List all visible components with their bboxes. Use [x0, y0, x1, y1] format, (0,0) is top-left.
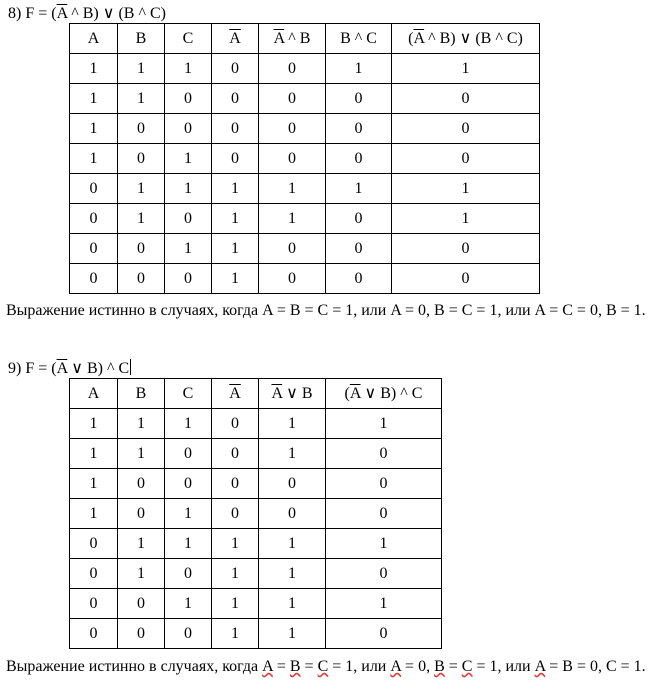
table-row	[70, 174, 540, 204]
table-cell: 0	[326, 84, 392, 114]
conclusion-text: =	[444, 658, 462, 675]
header-text: ^ B) ∨ (B ^ C)	[424, 29, 523, 47]
table-cell: 0	[118, 619, 165, 649]
task8-title	[8, 3, 166, 23]
table-cell: 1	[326, 589, 442, 619]
table-cell: 0	[165, 469, 212, 499]
conclusion-text: =	[300, 658, 318, 675]
table-row	[70, 439, 442, 469]
conclusion-text: = B = 0, C = 1.	[545, 658, 646, 675]
table-cell: 1	[212, 204, 259, 234]
table-cell: 1	[259, 559, 326, 589]
table-cell: 0	[118, 499, 165, 529]
table-cell: 1	[165, 409, 212, 439]
task8-header-cell	[212, 24, 259, 54]
table-cell: 0	[212, 144, 259, 174]
task8-header-cell	[326, 24, 392, 54]
conclusion-text: Выражение истинно в случаях, когда	[6, 658, 263, 675]
task8-header-cell	[70, 24, 118, 54]
table-cell: 1	[326, 409, 442, 439]
task9-header-cell	[70, 379, 118, 409]
header-text: C	[182, 29, 194, 47]
table-cell: 1	[259, 409, 326, 439]
table-cell: 0	[259, 234, 326, 264]
table-cell: 0	[392, 264, 540, 294]
table-cell: 0	[165, 204, 212, 234]
table-row	[70, 144, 540, 174]
table-cell: 0	[165, 114, 212, 144]
table-cell: 0	[326, 469, 442, 499]
task9-header-row	[70, 379, 442, 409]
table-cell: 0	[118, 234, 165, 264]
table-cell: 1	[118, 559, 165, 589]
table-row	[70, 559, 442, 589]
table-cell: 0	[70, 264, 118, 294]
task9-header-cell	[326, 379, 442, 409]
table-cell: 0	[165, 559, 212, 589]
table-cell: 0	[70, 529, 118, 559]
table-cell: 0	[259, 114, 326, 144]
text-cursor	[130, 359, 131, 375]
table-cell: 1	[165, 234, 212, 264]
table-cell: 1	[392, 174, 540, 204]
table-cell: 1	[259, 619, 326, 649]
table-cell: 0	[326, 559, 442, 589]
task9-title	[8, 358, 131, 378]
table-cell: 1	[165, 589, 212, 619]
table-cell: 1	[70, 499, 118, 529]
table-cell: 0	[392, 144, 540, 174]
table-cell: 1	[165, 499, 212, 529]
table-cell: 1	[118, 54, 165, 84]
header-text: ^ B	[284, 29, 311, 47]
task8-conclusion: Выражение истинно в случаях, когда A = B = C = 1, или A = 0, B = C = 1, или A = C = 0, B = 1.	[6, 302, 646, 319]
conclusion-text: = 1, или	[472, 658, 535, 675]
header-negated-var: $\overline{A}$	[229, 384, 241, 402]
table-cell: 0	[165, 84, 212, 114]
header-text: ∨ B	[282, 384, 313, 402]
table-cell: 1	[70, 144, 118, 174]
table-cell: 1	[259, 589, 326, 619]
task9-conclusion	[6, 656, 658, 678]
task8-header-cell	[118, 24, 165, 54]
table-cell: 0	[259, 84, 326, 114]
table-cell: 1	[326, 174, 392, 204]
table-cell: 1	[70, 54, 118, 84]
task8-formula-rest: ^ B) ∨ (B ^ C)	[67, 5, 166, 22]
table-row	[70, 84, 540, 114]
table-cell: 0	[212, 409, 259, 439]
table-cell: 1	[326, 529, 442, 559]
table-row	[70, 204, 540, 234]
task8-formula-neg-a: $\overline{A}$	[56, 5, 68, 22]
table-cell: 0	[392, 234, 540, 264]
table-cell: 0	[212, 439, 259, 469]
table-cell: 0	[259, 499, 326, 529]
table-cell: 1	[70, 439, 118, 469]
task8-formula-start: F = (	[25, 5, 57, 22]
table-cell: 1	[118, 409, 165, 439]
task8-truth-table	[69, 23, 540, 294]
header-negated-var: $\overline{A}$	[413, 29, 425, 47]
table-cell: 0	[70, 559, 118, 589]
task8-number: 8)	[8, 5, 22, 22]
conclusion-text: = 1, или	[328, 658, 391, 675]
task9-formula-start: F = (	[25, 360, 57, 377]
table-cell: 0	[392, 114, 540, 144]
table-cell: 1	[118, 84, 165, 114]
table-cell: 1	[212, 234, 259, 264]
table-cell: 0	[70, 204, 118, 234]
table-cell: 1	[259, 174, 326, 204]
task8-header-row	[70, 24, 540, 54]
table-cell: 0	[212, 469, 259, 499]
table-row	[70, 499, 442, 529]
table-cell: 0	[326, 264, 392, 294]
table-row	[70, 114, 540, 144]
header-text: B	[135, 29, 147, 47]
table-row	[70, 529, 442, 559]
table-cell: 1	[259, 439, 326, 469]
table-cell: 1	[165, 529, 212, 559]
header-negated-var: $\overline{A}$	[349, 384, 361, 402]
table-cell: 1	[212, 174, 259, 204]
table-cell: 1	[165, 144, 212, 174]
task9-header-cell	[165, 379, 212, 409]
table-cell: 0	[259, 264, 326, 294]
spellcheck-flagged-text: A	[390, 658, 402, 675]
table-cell: 1	[212, 619, 259, 649]
table-cell: 0	[326, 114, 392, 144]
table-cell: 0	[326, 439, 442, 469]
table-cell: 1	[326, 54, 392, 84]
table-cell: 0	[118, 114, 165, 144]
task9-truth-table	[69, 378, 442, 649]
table-cell: 0	[392, 84, 540, 114]
table-row	[70, 54, 540, 84]
task9-header-cell	[118, 379, 165, 409]
table-cell: 0	[326, 144, 392, 174]
table-row	[70, 589, 442, 619]
task9-formula-rest: ∨ B) ^ C	[67, 360, 130, 377]
table-cell: 1	[259, 204, 326, 234]
table-cell: 0	[326, 499, 442, 529]
table-cell: 0	[70, 234, 118, 264]
header-prefix: (	[408, 29, 414, 47]
header-prefix: (	[344, 384, 350, 402]
conclusion-text: = 0,	[401, 658, 435, 675]
spellcheck-flagged-text: A	[262, 658, 273, 675]
table-cell: 0	[165, 619, 212, 649]
table-cell: 0	[118, 469, 165, 499]
header-text: A	[87, 384, 100, 402]
table-row	[70, 619, 442, 649]
table-cell: 1	[165, 54, 212, 84]
table-cell: 0	[259, 469, 326, 499]
table-cell: 0	[259, 54, 326, 84]
table-cell: 1	[392, 204, 540, 234]
table-cell: 0	[212, 499, 259, 529]
table-cell: 0	[212, 84, 259, 114]
table-cell: 0	[212, 54, 259, 84]
table-cell: 1	[70, 114, 118, 144]
spellcheck-flagged-text: B	[289, 658, 301, 675]
table-cell: 0	[326, 619, 442, 649]
table-cell: 0	[70, 174, 118, 204]
table-row	[70, 234, 540, 264]
header-negated-var: $\overline{A}$	[273, 29, 285, 47]
table-cell: 1	[392, 54, 540, 84]
table-cell: 0	[326, 204, 392, 234]
table-cell: 0	[212, 114, 259, 144]
table-cell: 1	[259, 529, 326, 559]
table-row	[70, 469, 442, 499]
header-text: C	[182, 384, 194, 402]
table-cell: 1	[212, 264, 259, 294]
task8-header-cell	[392, 24, 540, 54]
table-cell: 1	[118, 174, 165, 204]
spellcheck-flagged-text: C	[317, 658, 329, 675]
table-cell: 0	[118, 144, 165, 174]
table-cell: 0	[165, 264, 212, 294]
table-cell: 1	[118, 204, 165, 234]
header-negated-var: $\overline{A}$	[271, 384, 283, 402]
table-row	[70, 409, 442, 439]
table-cell: 0	[259, 144, 326, 174]
table-row	[70, 264, 540, 294]
header-text: A	[87, 29, 100, 47]
table-cell: 1	[212, 589, 259, 619]
table-cell: 0	[118, 589, 165, 619]
table-cell: 0	[118, 264, 165, 294]
table-cell: 1	[70, 409, 118, 439]
table-cell: 1	[70, 84, 118, 114]
header-text: ∨ B) ^ C	[360, 384, 423, 402]
table-cell: 0	[326, 234, 392, 264]
header-negated-var: $\overline{A}$	[229, 29, 241, 47]
table-cell: 1	[70, 469, 118, 499]
header-text: B	[135, 384, 147, 402]
task9-number: 9)	[8, 360, 22, 377]
table-cell: 1	[118, 439, 165, 469]
table-cell: 0	[70, 589, 118, 619]
table-cell: 0	[165, 439, 212, 469]
task8-header-cell	[259, 24, 326, 54]
task8-header-cell	[165, 24, 212, 54]
table-cell: 1	[212, 529, 259, 559]
spellcheck-flagged-text: B	[434, 658, 445, 675]
task9-header-cell	[212, 379, 259, 409]
task9-header-cell	[259, 379, 326, 409]
spellcheck-flagged-text: C	[461, 658, 473, 675]
spellcheck-flagged-text: A	[534, 658, 546, 675]
table-cell: 0	[70, 619, 118, 649]
table-cell: 1	[212, 559, 259, 589]
conclusion-text: =	[272, 658, 290, 675]
task9-formula-neg-a: $\overline{A}$	[56, 360, 68, 377]
table-cell: 1	[118, 529, 165, 559]
table-cell: 1	[165, 174, 212, 204]
header-text: B ^ C	[340, 29, 377, 47]
